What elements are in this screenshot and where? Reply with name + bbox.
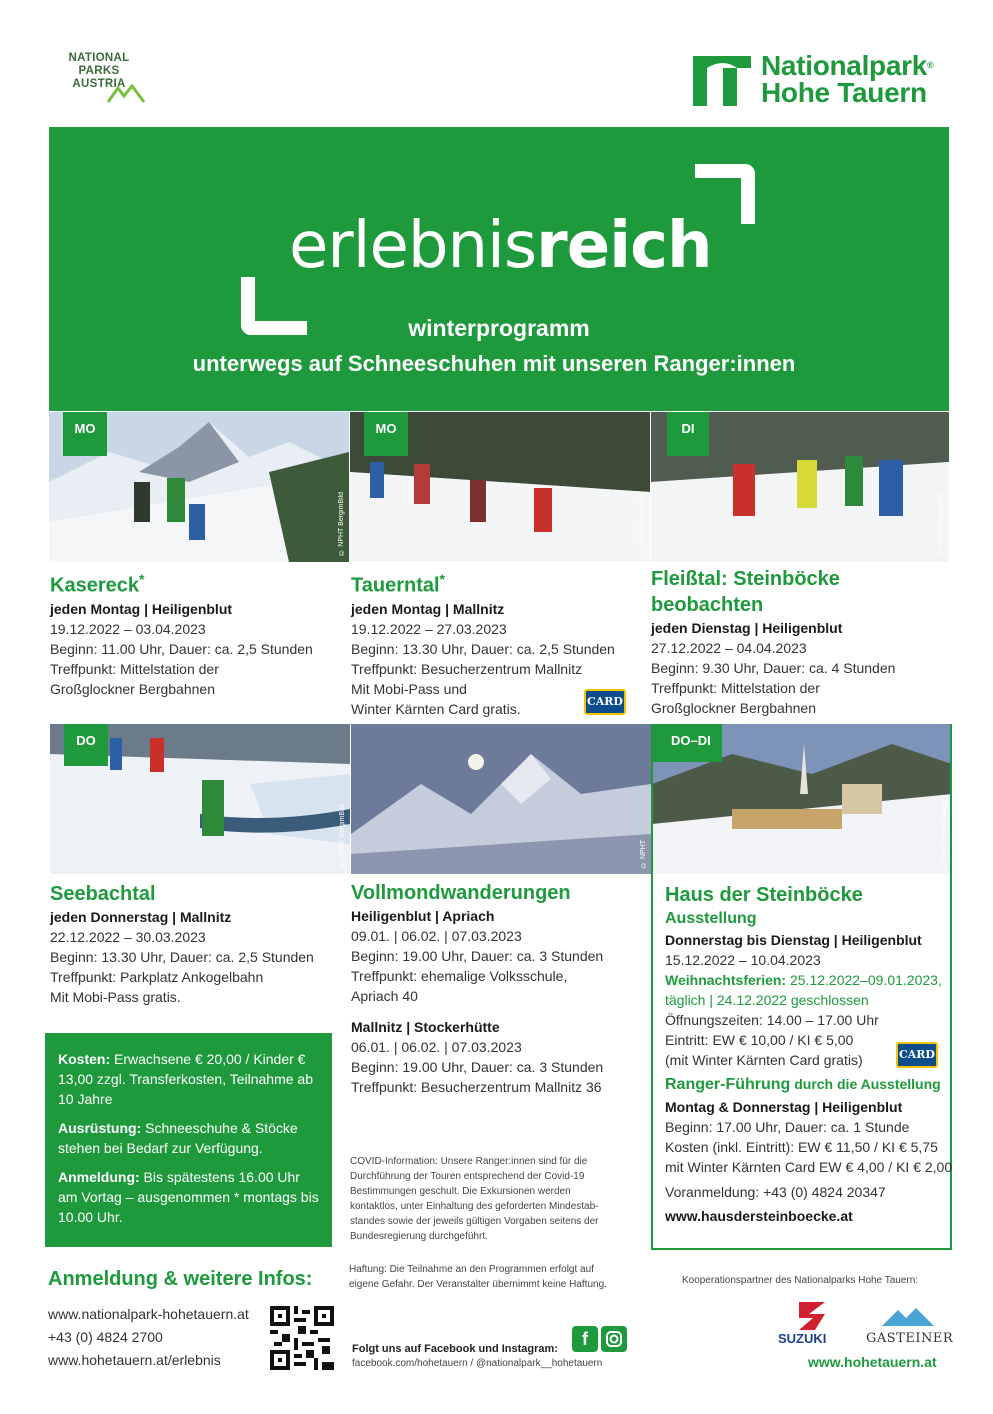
nph-name-line1: Nationalpark: [761, 50, 927, 81]
info-box: [45, 1033, 332, 1247]
costs-text: Erwachsene € 20,00 / Kinder € 13,00 zzgl. Transferkosten, Teilnahme ab 10 Jahre: [58, 1051, 314, 1107]
registration-label: Anmeldung:: [58, 1169, 140, 1185]
gasteiner-logo: GASTEINER: [866, 1331, 954, 1346]
admission-note: (mit Winter Kärnten Card gratis): [665, 1052, 863, 1068]
program-subtitle: Ausstellung: [665, 910, 757, 927]
photo-credit: © NPHT BergimBild: [338, 492, 345, 556]
program-title: [351, 566, 646, 599]
hero-subtitle: winterprogramm: [408, 315, 590, 341]
day-tag: DO: [64, 724, 108, 766]
star-marker: *: [138, 571, 145, 587]
program-title: Seebachtal: [50, 883, 156, 905]
ranger-tour-suffix: durch die Ausstellung: [790, 1076, 941, 1092]
schedule-line: jeden Montag | Mallnitz: [351, 600, 505, 617]
day-tag: DO–DI: [652, 724, 722, 762]
schedule-line: Heiligenblut | Apriach: [351, 908, 495, 924]
winter-kaernten-card-badge: CARD: [896, 1042, 938, 1068]
day-tag: MO: [63, 412, 107, 456]
erlebnis-link[interactable]: www.hohetauern.at/erlebnis: [48, 1352, 221, 1368]
day-tag: DI: [667, 412, 709, 456]
liability-line: eigene Gefahr. Der Veranstalter übernimmt keine Haftung.: [349, 1279, 607, 1290]
program-kasereck: [50, 566, 345, 699]
hero-title-light: erlebnis: [289, 209, 537, 283]
program-title: Vollmondwanderungen: [351, 882, 571, 904]
liability-notice: [349, 1262, 649, 1292]
date-range: 19.12.2022 – 27.03.2023: [351, 620, 507, 637]
covid-line: Bestimmungen geschult. Die Exkursionen werden: [350, 1186, 571, 1197]
date-range: 27.12.2022 – 04.04.2023: [651, 640, 807, 656]
liability-line: Haftung: Die Teilnahme an den Programmen erfolgt auf: [349, 1264, 594, 1275]
photo-seebachtal: [50, 724, 350, 874]
program-title-text: Kasereck: [50, 574, 139, 597]
date-range: 19.12.2022 – 03.04.2023: [50, 620, 206, 637]
schedule-line: Montag & Donnerstag | Heiligenblut: [665, 1099, 903, 1115]
covid-line: standes sowie der jeweils gültigen Vorgaben seitens der: [350, 1216, 599, 1227]
footer-title: Anmeldung & weitere Infos:: [48, 1268, 313, 1290]
phone-number[interactable]: +43 (0) 4824 2700: [48, 1329, 163, 1345]
hero-title-bold: reich: [536, 209, 712, 283]
mountain-wave-icon: [106, 82, 146, 106]
start-time: Beginn: 13.30 Uhr, Dauer: ca. 2,5 Stunden: [351, 640, 615, 657]
covid-line: COVID-Information: Unsere Ranger:innen sind für die: [350, 1156, 588, 1167]
schedule-line: jeden Montag | Heiligenblut: [50, 600, 233, 617]
footer-contacts: [48, 1303, 249, 1372]
admission: Eintritt: EW € 10,00 / KI € 5,00: [665, 1032, 854, 1048]
note-line: Winter Kärnten Card gratis.: [351, 700, 521, 717]
social-label: Folgt uns auf Facebook und Instagram:: [352, 1343, 558, 1355]
costs-info: [58, 1049, 320, 1109]
suzuki-logo: SUZUKI: [778, 1331, 827, 1346]
ranger-tour-title: [665, 1072, 950, 1097]
costs-label: Kosten:: [58, 1051, 111, 1067]
meeting-point: Treffpunkt: Mittelstation der: [50, 660, 219, 677]
start-time: Beginn: 9.30 Uhr, Dauer: ca. 4 Stunden: [651, 660, 896, 676]
equipment-text: Schneeschuhe & Stöcke stehen bei Bedarf zur Verfügung.: [58, 1120, 298, 1156]
winter-kaernten-card-badge: CARD: [584, 689, 626, 715]
photo-credit: © NPHT BergimBild: [639, 492, 646, 556]
star-marker: *: [439, 571, 445, 587]
meeting-point: Apriach 40: [351, 988, 418, 1004]
date-list: 06.01. | 06.02. | 07.03.2023: [351, 1039, 522, 1055]
program-title-text: Tauerntal: [351, 574, 440, 597]
nph-mark-icon: [693, 56, 751, 106]
hero-title: [289, 209, 712, 283]
equipment-info: [58, 1118, 320, 1158]
date-list: 09.01. | 06.02. | 07.03.2023: [351, 928, 522, 944]
start-time: Beginn: 17.00 Uhr, Dauer: ca. 1 Stunde: [665, 1119, 910, 1135]
nationalpark-hohe-tauern-logo: [693, 52, 955, 112]
meeting-point: Treffpunkt: Mittelstation der: [651, 680, 820, 696]
start-time: Beginn: 11.00 Uhr, Dauer: ca. 2,5 Stunden: [50, 640, 313, 657]
program-title: [50, 566, 345, 599]
registered-mark: ®: [927, 60, 934, 70]
npa-logo-line: PARKS: [78, 65, 120, 77]
equipment-label: Ausrüstung:: [58, 1120, 142, 1136]
registration-text: Bis spätestens 16.00 Uhr am Vortag – ausgenommen * montags bis 10.00 Uhr.: [58, 1169, 319, 1225]
registration-info: [58, 1167, 320, 1227]
start-time: Beginn: 19.00 Uhr, Dauer: ca. 3 Stunden: [351, 948, 604, 964]
cost-line: mit Winter Kärnten Card EW € 4,00 / KI € 2,00: [665, 1159, 953, 1175]
holiday-label: Weihnachtsferien:: [665, 972, 787, 988]
holiday-line: [665, 970, 950, 990]
photo-vollmond: [351, 724, 651, 874]
haus-website-link[interactable]: www.hausdersteinboecke.at: [665, 1208, 853, 1224]
schedule-line: Donnerstag bis Dienstag | Heiligenblut: [665, 932, 922, 948]
photo-credit: © NPHT Peter Rieger: [941, 798, 948, 868]
note-line: Mit Mobi-Pass und: [351, 680, 467, 697]
program-title: beobachten: [651, 594, 764, 616]
covid-line: Durchführung der Touren entsprechend der Covid-19: [350, 1171, 585, 1182]
meeting-point: Großglockner Bergbahnen: [651, 700, 816, 716]
registration-phone: Voranmeldung: +43 (0) 4824 20347: [665, 1184, 886, 1200]
covid-line: Bundesregierung durchgeführt.: [350, 1231, 488, 1242]
meeting-point: Treffpunkt: Besucherzentrum Mallnitz 36: [351, 1079, 602, 1095]
program-vollmondwanderungen: [351, 880, 647, 1097]
program-title: Haus der Steinböcke: [665, 884, 863, 906]
social-handles[interactable]: facebook.com/hohetauern / @nationalpark__hohetauern: [352, 1358, 603, 1369]
photo-kasereck: [49, 412, 349, 562]
date-range: 15.12.2022 – 10.04.2023: [665, 952, 821, 968]
schedule-line: Mallnitz | Stockerhütte: [351, 1019, 500, 1035]
hero-banner: [49, 127, 949, 411]
hero-tagline: unterwegs auf Schneeschuhen mit unseren Ranger:innen: [192, 351, 796, 376]
schedule-line: jeden Dienstag | Heiligenblut: [651, 620, 843, 636]
national-parks-austria-logo: [44, 52, 154, 112]
photo-credit: © NPHT BergimBild: [938, 492, 945, 556]
program-fleisstal: [651, 566, 949, 718]
meeting-point: Treffpunkt: Parkplatz Ankogelbahn: [50, 969, 264, 985]
holiday-note: täglich | 24.12.2022 geschlossen: [665, 992, 869, 1008]
note-line: Mit Mobi-Pass gratis.: [50, 989, 181, 1005]
start-time: Beginn: 19.00 Uhr, Dauer: ca. 3 Stunden: [351, 1059, 604, 1075]
qr-code[interactable]: [270, 1306, 334, 1370]
date-range: 22.12.2022 – 30.03.2023: [50, 929, 206, 945]
day-tag: MO: [364, 412, 408, 456]
website-link[interactable]: www.nationalpark-hohetauern.at: [48, 1306, 249, 1322]
photo-credit: © NPHT: [640, 840, 647, 868]
npa-logo-line: NATIONAL: [68, 52, 130, 64]
instagram-icon[interactable]: [601, 1326, 627, 1352]
cost-line: Kosten (inkl. Eintritt): EW € 11,50 / KI € 5,75: [665, 1139, 938, 1155]
meeting-point: Treffpunkt: ehemalige Volksschule,: [351, 968, 568, 984]
start-time: Beginn: 13.30 Uhr, Dauer: ca. 2,5 Stunden: [50, 949, 314, 965]
partners-label: Kooperationspartner des Nationalparks Hohe Tauern:: [682, 1275, 919, 1286]
meeting-point: Großglockner Bergbahnen: [50, 680, 215, 697]
nph-name-line2: Hohe Tauern: [761, 77, 927, 108]
program-seebachtal: [50, 881, 345, 1007]
holiday-dates: 25.12.2022–09.01.2023,: [786, 972, 942, 988]
covid-line: kontaktlos, unter Einhaltung des geforderten Mindestab-: [350, 1201, 599, 1212]
hohetauern-website-link[interactable]: www.hohetauern.at: [808, 1354, 937, 1370]
photo-credit: © NPHT BergimBild: [339, 804, 346, 868]
opening-hours: Öffnungszeiten: 14.00 – 17.00 Uhr: [665, 1012, 879, 1028]
npa-logo-line: AUSTRIA: [72, 78, 126, 90]
suzuki-s-icon: [795, 1300, 829, 1332]
mountain-icon: [880, 1306, 936, 1328]
schedule-line: jeden Donnerstag | Mallnitz: [50, 909, 232, 925]
ranger-tour-label: Ranger-Führung: [665, 1076, 791, 1093]
facebook-icon[interactable]: f: [572, 1326, 598, 1352]
meeting-point: Treffpunkt: Besucherzentrum Mallnitz: [351, 660, 583, 677]
covid-information: [350, 1154, 640, 1244]
photo-fleisstal: [651, 412, 949, 562]
program-title: Fleißtal: Steinböcke: [651, 568, 840, 590]
photo-tauerntal: [350, 412, 650, 562]
